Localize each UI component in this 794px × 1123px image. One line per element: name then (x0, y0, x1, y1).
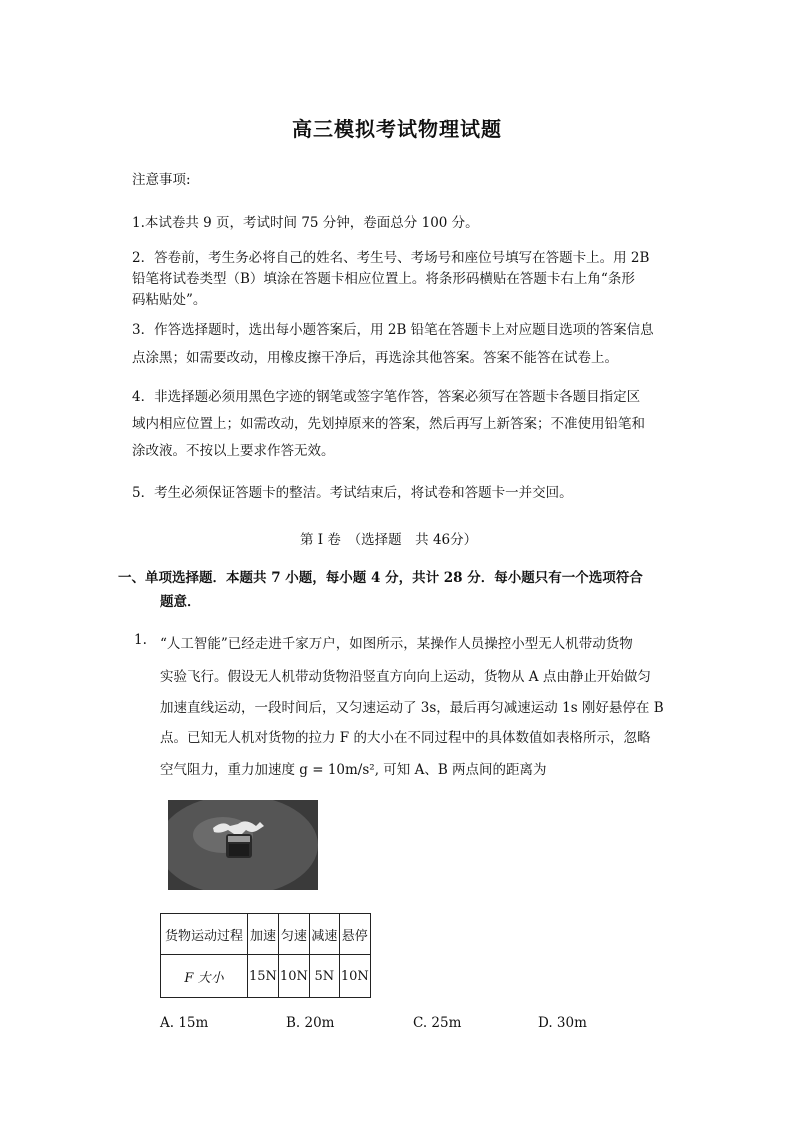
option-d: D. 30m (538, 1015, 587, 1031)
force-table (160, 913, 371, 998)
option-a: A. 15m (160, 1015, 209, 1031)
part-one-heading: 一、单项选择题．本题共 7 小题，每小题 4 分，共计 28 分．每小题只有一个选项符合 (118, 570, 643, 586)
question-line-5: 空气阻力，重力加速度 g = 10m/s², 可知 A、B 两点间的距离为 (160, 762, 547, 778)
table-cell-hover: 10N (339, 955, 370, 998)
drone-photo (168, 800, 318, 890)
note-line-7: 4．非选择题必须用黑色字迹的钢笔或签字笔作答，答案必须写在答题卡各题目指定区 (132, 389, 641, 405)
table-header-process: 货物运动过程 (161, 914, 248, 955)
note-line-9: 涂改液。不按以上要求作答无效。 (132, 443, 335, 459)
table-cell-decelerate: 5N (309, 955, 339, 998)
question-line-4: 点。已知无人机对货物的拉力 F 的大小在不同过程中的具体数值如表格所示，忽略 (160, 730, 651, 746)
exam-title: 高三模拟考试物理试题 (292, 117, 502, 141)
table-header-hover: 悬停 (339, 914, 370, 955)
table-row-label: F 大小 (161, 955, 248, 998)
table-header-uniform: 匀速 (278, 914, 309, 955)
table-header-accelerate: 加速 (248, 914, 279, 955)
note-line-6: 点涂黑；如需要改动，用橡皮擦干净后，再选涂其他答案。答案不能答在试卷上。 (132, 350, 618, 366)
question-line-1: “人工智能”已经走进千家万户，如图所示，某操作人员操控小型无人机带动货物 (160, 636, 633, 652)
part-one-heading-cont: 题意． (160, 594, 201, 610)
table-cell-accelerate: 15N (248, 955, 279, 998)
section-title: 第 I 卷 （选择题 共 46分） (300, 532, 478, 548)
notice-header: 注意事项: (132, 172, 191, 188)
table-cell-uniform: 10N (278, 955, 309, 998)
drone-image (168, 800, 318, 890)
note-line-4: 码粘贴处”。 (132, 292, 207, 308)
table-header-decelerate: 减速 (309, 914, 339, 955)
note-line-3: 铅笔将试卷类型（B）填涂在答题卡相应位置上。将条形码横贴在答题卡右上角“条形 (132, 271, 635, 287)
question-line-2: 实验飞行。假设无人机带动货物沿竖直方向向上运动，货物从 A 点由静止开始做匀 (160, 669, 651, 685)
note-line-8: 域内相应位置上；如需改动，先划掉原来的答案，然后再写上新答案；不准使用铅笔和 (132, 416, 645, 432)
note-line-1: 1.本试卷共 9 页，考试时间 75 分钟，卷面总分 100 分。 (132, 215, 479, 231)
note-line-10: 5．考生必须保证答题卡的整洁。考试结束后，将试卷和答题卡一并交回。 (132, 485, 573, 501)
question-line-3: 加速直线运动，一段时间后，又匀速运动了 3s，最后再匀减速运动 1s 刚好悬停在 B (160, 700, 664, 716)
option-b: B. 20m (286, 1015, 335, 1031)
question-number: 1. (134, 632, 147, 648)
option-c: C. 25m (413, 1015, 462, 1031)
note-line-5: 3．作答选择题时，选出每小题答案后，用 2B 铅笔在答题卡上对应题目选项的答案信息 (132, 322, 654, 338)
note-line-2: 2．答卷前，考生务必将自己的姓名、考生号、考场号和座位号填写在答题卡上。用 2B (132, 250, 650, 266)
